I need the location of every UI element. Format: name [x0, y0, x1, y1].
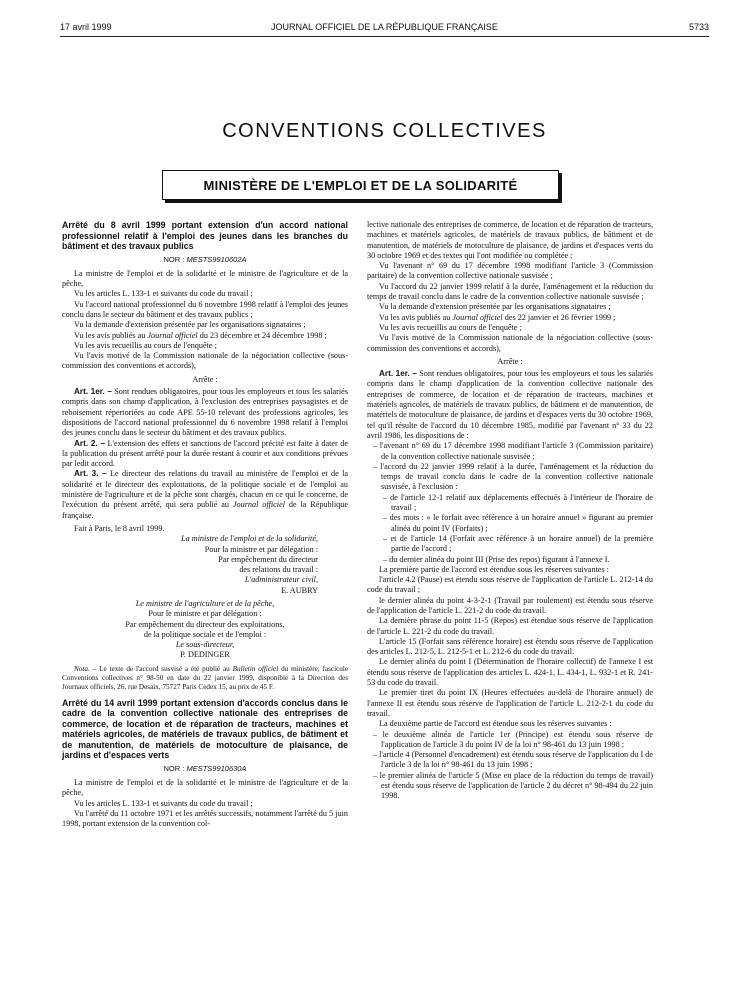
- page-header: [60, 22, 709, 36]
- nor-label: NOR :: [163, 254, 185, 264]
- header-date: 17 avril 1999: [60, 22, 112, 32]
- text: du 23 décembre et 24 décembre 1998 ;: [199, 330, 327, 340]
- signature-line: des relations du travail :: [239, 565, 318, 575]
- arrete-label: Arrête :: [192, 374, 218, 384]
- signature-line: Pour la ministre et par délégation :: [204, 544, 318, 554]
- paragraph: Vu l'avis motivé de la Commission nationale de la négociation collective (sous-commission des conventions et accords),: [62, 351, 348, 371]
- header-page-number: 5733: [688, 22, 709, 32]
- article-3: [62, 469, 348, 520]
- article-text: Le directeur des relations du travail au ministère de l'emploi et de la solidarité et le directeur des exploitations, de la politique sociale et de l'emploi au ministère de l'agriculture et de la pêche sont chargés, chacun en ce qui le concerne, de l'exécution du présent arrêté, qui sera publié au: [62, 469, 348, 510]
- nota-text: du ministère, fascicule Conventions collectives n° 98-50 en date du 22 janvier 1999, disponible à la Direction des Journaux officiels, 26, rue Desaix, 75727 Paris Cedex 15, au prix de 45 F.: [62, 664, 349, 691]
- signature-line: Pour le ministre et par délégation :: [148, 609, 262, 619]
- list-item: – le premier alinéa de l'article 5 (Mise en place de la réduction du temps de travail) est étendu sous réserve de l'application de l'article 2 du décret n° 98-494 du 22 juin 1998.: [373, 770, 653, 801]
- list-item: – de l'article 12-1 relatif aux déplacements effectués à l'intérieur de l'horaire de travail ;: [383, 492, 653, 513]
- article-label: Art. 2. –: [74, 438, 105, 448]
- list-item: – le deuxième alinéa de l'article 1er (Principe) est étendu sous réserve de l'application de l'article 3 du point IV de la loi n° 98-461 du 13 juin 1998 ;: [373, 729, 653, 749]
- nota-label: Nota. –: [74, 664, 97, 673]
- arrete-2-nor: [62, 764, 348, 774]
- article-label: Art. 3. –: [74, 469, 107, 479]
- arrete-2-title: Arrêté du 14 avril 1999 portant extension d'accords conclus dans le cadre de la convention collective nationale des entreprises de commerce, de location et de réparation de tracteurs, machines et matériels agricoles, de matériels de travaux publics, de bâtiment et de manutention, de matériels de motoculture de plaisance, de jardins et d'espaces verts: [62, 697, 348, 761]
- paragraph: l'article 4.2 (Pause) est étendu sous réserve de l'application de l'article L. 212-14 du code du travail ;: [367, 575, 653, 595]
- bulletin-ref: Bulletin officiel: [232, 664, 279, 673]
- signature-line: de la politique sociale et de l'emploi :: [143, 629, 267, 639]
- paragraph: Vu l'accord du 22 janvier 1999 relatif à la durée, l'aménagement et la réduction du temps de travail conclu dans le cadre de la convention collective nationale susvisée ;: [367, 281, 653, 302]
- paragraph: Vu l'arrêté du 11 octobre 1971 et les arrêtés successifs, notamment l'arrêté du 5 juin 1998, portant extension de la convention col-: [62, 808, 348, 829]
- list-item: – l'article 4 (Personnel d'encadrement) est étendu sous réserve de l'application du I de l'article 3 de la loi n° 98-461 du 13 juin 1998 ;: [373, 750, 653, 770]
- article-label: Art. 1er. –: [74, 387, 112, 397]
- signature-line: L'administrateur civil,: [244, 575, 318, 585]
- paragraph: La ministre de l'emploi et de la solidarité et le ministre de l'agriculture et de la pêche,: [62, 778, 348, 798]
- arrete-label: Arrête :: [497, 356, 523, 366]
- signatory-name: E. AUBRY: [281, 585, 318, 595]
- paragraph: [367, 313, 653, 323]
- article-1: [367, 369, 653, 441]
- paragraph: Vu les avis recueillis au cours de l'enquête ;: [379, 322, 522, 332]
- article-text: Sont rendues obligatoires, pour tous les employeurs et tous les salariés compris dans son champ d'application, à l'exclusion des entreprises paysagistes et de reboisement répertoriées au code APE 55-10 relevant des professions agricoles, les dispositions de l'accord national professionnel du 6 novembre 1998 relatif à l'emploi des jeunes conclu dans le secteur du bâtiment et des travaux publics.: [62, 387, 348, 438]
- article-text: L'extension des effets et sanctions de l'accord précité est faite à dater de la publication du présent arrêté pour la durée restant à courir et aux conditions prévues par ledit accord.: [62, 438, 348, 469]
- list-item: – l'avenant n° 69 du 17 décembre 1998 modifiant l'article 3 (Commission paritaire) de la convention collective nationale susvisée ;: [373, 441, 653, 461]
- paragraph: Vu la demande d'extension présentée par les organisations signataires ;: [74, 320, 306, 330]
- journal-ref: Journal officiel: [452, 312, 503, 322]
- list-item: – des mots : « le forfait avec référence à un horaire annuel » figurant au premier alinéa du point IV (Forfaits) ;: [383, 513, 653, 533]
- arrete-1-nor: [62, 255, 348, 265]
- paragraph: Vu l'accord national professionnel du 6 novembre 1998 relatif à l'emploi des jeunes conclu dans le secteur du bâtiment et des travaux publics ;: [62, 299, 348, 319]
- arrete-1-title: Arrêté du 8 avril 1999 portant extension d'un accord national professionnel relatif à l'emploi des jeunes dans les branches du bâtiment et des travaux publics: [62, 220, 348, 251]
- signatory-name: P. DEDINGER: [180, 650, 230, 660]
- nor-code: MESTS9910602A: [186, 254, 247, 264]
- paragraph: le dernier alinéa du point 4-3-2-1 (Travail par roulement) est étendu sous réserve de l'application de l'article L. 221-2 du code du travail.: [367, 595, 653, 615]
- paragraph: La première partie de l'accord est étendue sous les réserves suivantes :: [379, 564, 609, 574]
- fait-a-paris: Fait à Paris, le 8 avril 1999.: [74, 523, 165, 533]
- signature-line: La ministre de l'emploi et de la solidarité,: [181, 534, 318, 544]
- signature-block-2: [62, 599, 348, 661]
- text: Vu les avis publiés au: [379, 312, 451, 322]
- signature-block-1: [62, 534, 348, 596]
- paragraph: [62, 331, 348, 341]
- paragraph: Vu les avis recueillis au cours de l'enquête ;: [74, 340, 217, 350]
- paragraph: L'article 15 (Forfait sans référence horaire) est étendu sous réserve de l'application des articles L. 212-5, L. 212-5-1 et L. 212-6 du code du travail.: [367, 636, 653, 657]
- text: Vu les avis publiés au: [74, 330, 146, 340]
- list-item: – et de l'article 14 (Forfait avec référence à un horaire annuel) de la première partie de l'accord ;: [383, 533, 653, 554]
- nor-code: MESTS9910630A: [186, 763, 247, 773]
- paragraph: La dernière phrase du point 11-5 (Repos) est étendue sous réserve de l'application de l'article L. 221-2 du code du travail.: [367, 616, 653, 636]
- article-1: [62, 387, 348, 438]
- ministry-heading: MINISTÈRE DE L'EMPLOI ET DE LA SOLIDARITÉ: [162, 170, 559, 200]
- paragraph: Vu la demande d'extension présentée par les organisations signataires ;: [379, 302, 611, 312]
- header-journal-title: JOURNAL OFFICIEL DE LA RÉPUBLIQUE FRANÇAISE: [271, 22, 498, 32]
- paragraph: Le dernier alinéa du point I (Détermination de l'horaire collectif) de l'annexe I est étendu sous réserve de l'application des articles L. 424-1, L. 434-1, L. 932-1 et R. 241-53 du code du travail.: [367, 657, 653, 688]
- journal-ref: Journal officiel: [232, 500, 285, 510]
- signature-line: Par empêchement du directeur: [218, 554, 318, 564]
- article-text: Sont rendues obligatoires, pour tous les employeurs et tous les salariés compris dans le champ d'application de la convention collective nationale des entreprises de commerce, de location et de réparation de tracteurs, machines et matériels agricoles, de matériels de travaux publics, de bâtiment et de manutention, de matériels de motoculture de plaisance, de jardins et d'espaces verts du 30 octobre 1969, tel qu'il résulte de l'accord du 10 décembre 1985, modifié par l'avenant n° 33 du 22 avril 1986, les dispositions de :: [367, 369, 653, 440]
- paragraph: Le premier tiret du point IX (Heures effectuées au-delà de l'horaire annuel) de l'annexe II est étendu sous réserve de l'application de l'article L. 212-2-1 du code du travail.: [367, 688, 653, 718]
- signature-line: Par empêchement du directeur des exploitations,: [125, 619, 285, 629]
- left-column: [62, 220, 348, 830]
- section-title: CONVENTIONS COLLECTIVES: [222, 120, 547, 142]
- header-rule: [60, 36, 709, 37]
- nor-label: NOR :: [163, 763, 185, 773]
- article-text: de la République française.: [62, 500, 348, 520]
- right-column: [367, 220, 653, 802]
- signature-line: Le ministre de l'agriculture et de la pêche,: [135, 599, 275, 608]
- paragraph: lective nationale des entreprises de commerce, de location et de réparation de tracteurs, machines et matériels agricoles, de matériels de travaux publics, de bâtiment et de manutention, de matériels de motoculture de plaisance, de jardins et d'espaces verts du 30 octobre 1969 et des textes qui l'ont modifiée ou complétée ;: [367, 220, 653, 260]
- article-2: [62, 439, 348, 470]
- paragraph: Vu les articles L. 133-1 et suivants du code du travail ;: [74, 289, 253, 299]
- list-item: – l'accord du 22 janvier 1999 relatif à la durée, l'aménagement et la réduction du temps de travail conclu dans le cadre de la convention collective nationale susvisée, à l'exclusion :: [373, 461, 653, 492]
- paragraph: La ministre de l'emploi et de la solidarité et le ministre de l'agriculture et de la pêche,: [62, 268, 348, 289]
- article-label: Art. 1er. –: [379, 369, 417, 379]
- journal-ref: Journal officiel: [147, 330, 198, 340]
- signature-line: Le sous-directeur,: [175, 640, 235, 650]
- nota: [62, 665, 348, 692]
- paragraph: Vu l'avenant n° 69 du 17 décembre 1998 modifiant l'article 3 (Commission paritaire) de la convention collective nationale susvisée ;: [367, 261, 653, 281]
- text: des 22 janvier et 26 février 1999 ;: [504, 312, 616, 322]
- paragraph: Vu les articles L. 133-1 et suivants du code du travail ;: [74, 798, 253, 808]
- paragraph: La deuxième partie de l'accord est étendue sous les réserves suivantes :: [379, 719, 612, 729]
- list-item: – du dernier alinéa du point III (Prise des repos) figurant à l'annexe I.: [383, 554, 610, 564]
- paragraph: Vu l'avis motivé de la Commission nationale de la négociation collective (sous-commission des conventions et accords),: [367, 333, 653, 353]
- nota-text: Le texte de l'accord susvisé a été publié au: [99, 664, 230, 673]
